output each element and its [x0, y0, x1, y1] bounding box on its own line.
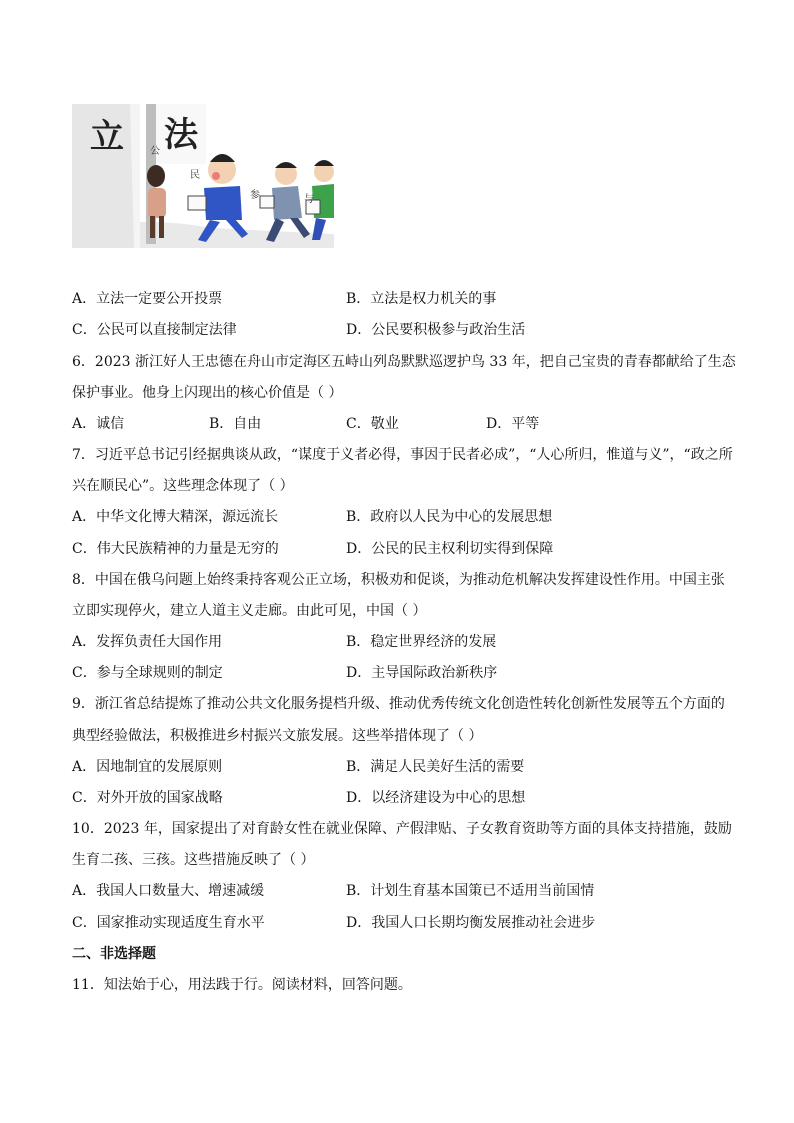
q11-line: 11．知法始于心，用法践于行。阅读材料，回答问题。 [72, 977, 412, 993]
q7-option-b: B．政府以人民为中心的发展思想 [346, 509, 553, 525]
q6-option-c: C．敬业 [346, 416, 399, 432]
char-min: 民 [190, 170, 200, 181]
sign-right-char: 法 [164, 115, 198, 155]
q8-option-a: A．发挥负责任大国作用 [72, 634, 223, 650]
q6-option-b: B．自由 [209, 416, 262, 432]
q9-option-c: C．对外开放的国家战略 [72, 790, 223, 806]
q8-line-2: 立即实现停火，建立人道主义走廊。由此可见，中国（ ） [72, 603, 427, 619]
char-gong: 公 [150, 146, 160, 157]
q8-option-b: B．稳定世界经济的发展 [346, 634, 497, 650]
char-can: 参 [250, 190, 260, 201]
q6-option-a: A．诚信 [72, 416, 125, 432]
q10-option-b: B．计划生育基本国策已不适用当前国情 [346, 883, 595, 899]
q9-option-d: D．以经济建设为中心的思想 [346, 790, 526, 806]
q5-option-d: D．公民要积极参与政治生活 [346, 322, 526, 338]
q5-option-a: A．立法一定要公开投票 [72, 291, 223, 307]
sign-left-char: 立 [90, 117, 124, 157]
q10-option-a: A．我国人口数量大、增速减缓 [72, 883, 265, 899]
q10-line-1: 10．2023 年，国家提出了对育龄女性在就业保障、产假津贴、子女教育资助等方面的具体支持措施，鼓励 [72, 821, 732, 837]
q5-option-b: B．立法是权力机关的事 [346, 291, 497, 307]
q6-line-1: 6．2023 浙江好人王忠德在舟山市定海区五峙山列岛默默巡逻护鸟 33 年，把自己宝贵的青春都献给了生态 [72, 354, 736, 370]
q9-option-a: A．因地制宜的发展原则 [72, 759, 223, 775]
q8-option-c: C．参与全球规则的制定 [72, 665, 223, 681]
q7-option-d: D．公民的民主权利切实得到保障 [346, 541, 554, 557]
char-yu: 与 [304, 194, 314, 205]
q9-line-1: 9．浙江省总结提炼了推动公共文化服务提档升级、推动优秀传统文化创造性转化创新性发展等五个方面的 [72, 696, 725, 712]
q7-option-a: A．中华文化博大精深，源远流长 [72, 509, 279, 525]
q7-line-1: 7．习近平总书记引经据典谈从政，“谋度于义者必得，事因于民者必成”，“人心所归，惟道与义”，“政之所 [72, 447, 733, 463]
q8-line-1: 8．中国在俄乌问题上始终秉持客观公正立场，积极劝和促谈，为推动危机解决发挥建设性作用。中国主张 [72, 572, 725, 588]
legislation-cartoon-illustration [72, 104, 334, 248]
q7-line-2: 兴在顺民心”。这些理念体现了（ ） [72, 478, 294, 494]
q9-line-2: 典型经验做法，积极推进乡村振兴文旅发展。这些举措体现了（ ） [72, 728, 483, 744]
q10-option-d: D．我国人口长期均衡发展推动社会进步 [346, 915, 596, 931]
q10-option-c: C．国家推动实现适度生育水平 [72, 915, 265, 931]
q6-option-d: D．平等 [486, 416, 540, 432]
q7-option-c: C．伟大民族精神的力量是无穷的 [72, 541, 279, 557]
q8-option-d: D．主导国际政治新秩序 [346, 665, 498, 681]
q10-line-2: 生育二孩、三孩。这些措施反映了（ ） [72, 852, 315, 868]
q5-option-c: C．公民可以直接制定法律 [72, 322, 237, 338]
q6-line-2: 保护事业。他身上闪现出的核心价值是（ ） [72, 385, 343, 401]
section-heading: 二、非选择题 [72, 946, 156, 962]
q9-option-b: B．满足人民美好生活的需要 [346, 759, 525, 775]
